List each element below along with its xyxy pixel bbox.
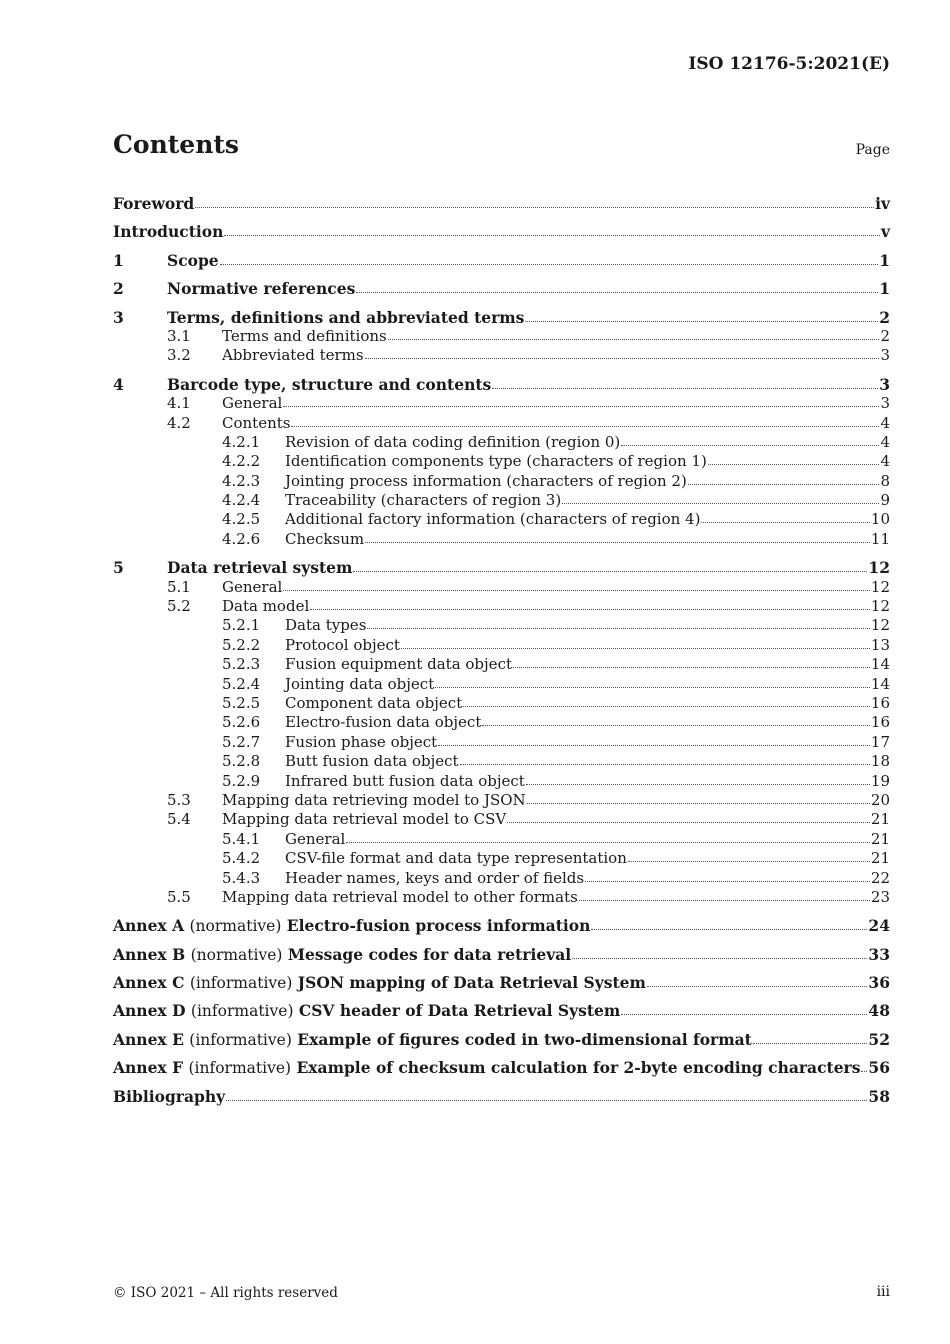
- toc-entry-title: [113, 1058, 860, 1078]
- toc-entry[interactable]: [113, 810, 890, 829]
- toc-entry-page: 1: [879, 279, 890, 299]
- toc-entry-page: 14: [870, 655, 890, 674]
- toc-entry-number: 3.2: [167, 346, 191, 365]
- toc-entry-page: 24: [868, 916, 890, 936]
- toc-entry-title: Identification components type (characters of region 1): [285, 452, 707, 471]
- toc-entry[interactable]: [113, 530, 890, 549]
- annex-title: Message codes for data retrieval: [287, 944, 572, 964]
- toc-entry-page: 22: [870, 868, 890, 887]
- toc-entry[interactable]: [113, 752, 890, 771]
- toc-entry-page: 21: [870, 810, 890, 829]
- toc-entry-number: 4.2.2: [222, 452, 261, 471]
- dot-leader: [621, 444, 879, 446]
- toc-entry[interactable]: [113, 394, 890, 413]
- toc-entry[interactable]: [113, 945, 890, 964]
- toc-entry[interactable]: [113, 222, 890, 241]
- toc-entry-page: 1: [879, 250, 890, 270]
- copyright-notice: © ISO 2021 – All rights reserved: [113, 1285, 338, 1301]
- annex-title: JSON mapping of Data Retrieval System: [297, 973, 646, 993]
- toc-entry-title: Foreword: [113, 194, 195, 213]
- toc-entry[interactable]: [113, 578, 890, 597]
- dot-leader: [701, 521, 869, 523]
- toc-entry-page: 17: [870, 732, 890, 751]
- dot-leader: [585, 880, 870, 882]
- toc-entry-page: 8: [880, 471, 890, 490]
- toc-entry[interactable]: [113, 558, 890, 577]
- toc-entry[interactable]: [113, 869, 890, 888]
- dot-leader: [572, 957, 867, 959]
- toc-entry-number: 3: [113, 307, 124, 327]
- toc-entry-title: General: [285, 829, 346, 848]
- toc-entry-page: v: [880, 222, 890, 242]
- toc-entry-number: 5.4.2: [222, 849, 261, 868]
- annex-qualifier: (normative): [190, 945, 283, 964]
- toc-entry-number: 4.2.6: [222, 529, 261, 548]
- annex-qualifier: (normative): [189, 917, 282, 936]
- toc-entry-number: 5.2: [167, 597, 191, 616]
- toc-entry-number: 5.2.4: [222, 674, 261, 693]
- toc-entry-page: 21: [870, 849, 890, 868]
- toc-entry-title: Butt fusion data object: [285, 752, 459, 771]
- toc-entry-title: Fusion phase object: [285, 732, 438, 751]
- toc-entry-title: Electro-fusion data object: [285, 713, 482, 732]
- toc-entry-page: 9: [880, 491, 890, 510]
- toc-entry-title: Terms, definitions and abbreviated terms: [167, 307, 525, 327]
- toc-entry-page: 33: [868, 944, 890, 964]
- toc-entry-title: Abbreviated terms: [222, 346, 364, 365]
- toc-entry[interactable]: [113, 1030, 890, 1049]
- toc-entry-title: Data types: [285, 616, 367, 635]
- page-number: iii: [876, 1284, 890, 1300]
- toc-entry[interactable]: [113, 251, 890, 270]
- toc-entry-title: Mapping data retrieval model to CSV: [222, 810, 507, 829]
- dot-leader: [621, 1013, 867, 1015]
- toc-entry-title: Protocol object: [285, 635, 400, 654]
- dot-leader: [753, 1042, 868, 1044]
- toc-entry[interactable]: [113, 597, 890, 616]
- toc-entry-title: [113, 916, 590, 936]
- dot-leader: [647, 985, 868, 987]
- toc-entry-title: Component data object: [285, 693, 463, 712]
- dot-leader: [310, 608, 870, 610]
- annex-label: Annex F: [113, 1058, 184, 1078]
- toc-entry[interactable]: [113, 694, 890, 713]
- annex-qualifier: (informative): [188, 1059, 292, 1078]
- dot-leader: [460, 763, 870, 765]
- dot-leader: [562, 502, 879, 504]
- toc-entry-number: 4.1: [167, 394, 191, 413]
- toc-entry-title: Checksum: [285, 529, 365, 548]
- toc-entry[interactable]: [113, 414, 890, 433]
- annex-label: Annex E: [113, 1029, 184, 1049]
- toc-entry-number: 5.4.3: [222, 868, 261, 887]
- toc-entry-title: Jointing process information (characters of region 2): [285, 471, 687, 490]
- toc-entry[interactable]: [113, 973, 890, 992]
- dot-leader: [507, 821, 870, 823]
- toc-entry-number: 4: [113, 374, 124, 394]
- annex-title: Electro-fusion process information: [286, 916, 591, 936]
- annex-title: CSV header of Data Retrieval System: [298, 1001, 621, 1021]
- annex-label: Annex A: [113, 916, 185, 936]
- annex-qualifier: (informative): [190, 1002, 294, 1021]
- toc-entry[interactable]: [113, 1087, 890, 1106]
- toc-entry[interactable]: [113, 308, 890, 327]
- dot-leader: [525, 320, 878, 322]
- annex-label: Annex D: [113, 1001, 186, 1021]
- annex-label: Annex C: [113, 973, 185, 993]
- toc-entry-title: Additional factory information (characters of region 4): [285, 510, 701, 529]
- toc-entry-title: CSV-file format and data type representation: [285, 849, 627, 868]
- toc-entry-page: 12: [870, 597, 890, 616]
- toc-entry-page: 13: [870, 635, 890, 654]
- dot-leader: [526, 783, 870, 785]
- toc-entry[interactable]: [113, 433, 890, 452]
- toc-entry-title: Data model: [222, 597, 310, 616]
- dot-leader: [195, 206, 874, 208]
- toc-entry-page: 58: [868, 1086, 890, 1106]
- toc-entry[interactable]: [113, 1001, 890, 1020]
- toc-entry-page: 56: [868, 1058, 890, 1078]
- dot-leader: [224, 234, 880, 236]
- toc-entry-page: 2: [879, 307, 890, 327]
- dot-leader: [861, 1070, 867, 1072]
- annex-title: Example of checksum calculation for 2-byte encoding characters: [296, 1058, 861, 1078]
- toc-entry-title: Terms and definitions: [222, 326, 387, 345]
- annex-title: Example of figures coded in two-dimensional format: [297, 1029, 752, 1049]
- toc-entry[interactable]: [113, 279, 890, 298]
- dot-leader: [513, 666, 870, 668]
- toc-entry-number: 4.2.4: [222, 491, 261, 510]
- toc-entry[interactable]: [113, 491, 890, 510]
- document-id: ISO 12176-5:2021(E): [688, 54, 890, 74]
- dot-leader: [628, 860, 870, 862]
- toc-entry[interactable]: [113, 452, 890, 471]
- dot-leader: [401, 647, 870, 649]
- toc-entry[interactable]: [113, 636, 890, 655]
- toc-entry[interactable]: [113, 888, 890, 907]
- dot-leader: [356, 291, 878, 293]
- toc-entry-page: 10: [870, 510, 890, 529]
- toc-entry[interactable]: [113, 713, 890, 732]
- dot-leader: [365, 541, 870, 543]
- toc-entry-page: 12: [870, 577, 890, 596]
- toc-entry-number: 4.2.1: [222, 432, 261, 451]
- dot-leader: [283, 589, 870, 591]
- toc-entry-number: 5.2.8: [222, 752, 261, 771]
- toc-entry-number: 5: [113, 558, 124, 578]
- toc-entry-title: Fusion equipment data object: [285, 655, 512, 674]
- toc-entry[interactable]: [113, 375, 890, 394]
- toc-entry-title: Mapping data retrieving model to JSON: [222, 790, 526, 809]
- toc-entry-page: 3: [880, 394, 890, 413]
- toc-entry-title: Traceability (characters of region 3): [285, 491, 562, 510]
- dot-leader: [435, 686, 870, 688]
- toc-entry-number: 5.2.6: [222, 713, 261, 732]
- dot-leader: [291, 425, 879, 427]
- toc-entry-title: Revision of data coding definition (region 0): [285, 432, 621, 451]
- toc-entry-page: 3: [880, 346, 890, 365]
- toc-entry-title: Data retrieval system: [167, 558, 353, 578]
- toc-entry-title: General: [222, 394, 283, 413]
- toc-entry[interactable]: [113, 616, 890, 635]
- toc-entry-title: Barcode type, structure and contents: [167, 374, 492, 394]
- toc-entry-title: Header names, keys and order of fields: [285, 868, 585, 887]
- toc-entry-number: 5.2.9: [222, 771, 261, 790]
- annex-label: Annex B: [113, 944, 186, 964]
- dot-leader: [220, 263, 879, 265]
- toc-entry-number: 5.1: [167, 577, 191, 596]
- toc-entry-number: 5.4: [167, 810, 191, 829]
- toc-entry[interactable]: [113, 655, 890, 674]
- toc-entry-title: Bibliography: [113, 1086, 226, 1106]
- toc-entry-page: iv: [875, 194, 890, 213]
- toc-entry[interactable]: [113, 733, 890, 752]
- toc-entry-page: 14: [870, 674, 890, 693]
- toc-entry-page: 36: [868, 973, 890, 993]
- toc-entry-title: [113, 1030, 752, 1050]
- toc-entry-title: Infrared butt fusion data object: [285, 771, 525, 790]
- toc-entry-page: 4: [880, 452, 890, 471]
- toc-entry[interactable]: [113, 327, 890, 346]
- toc-entry-number: 5.5: [167, 887, 191, 906]
- dot-leader: [482, 724, 870, 726]
- toc-entry-title: [113, 945, 571, 965]
- toc-entry-title: [113, 1001, 620, 1021]
- toc-entry-page: 18: [870, 752, 890, 771]
- toc-entry-number: 4.2.3: [222, 471, 261, 490]
- toc-entry[interactable]: [113, 510, 890, 529]
- toc-entry-page: 48: [868, 1001, 890, 1021]
- dot-leader: [353, 570, 867, 572]
- toc-entry-page: 3: [879, 374, 890, 394]
- toc-entry-title: Introduction: [113, 222, 224, 242]
- dot-leader: [463, 705, 870, 707]
- dot-leader: [591, 928, 867, 930]
- toc-entry-page: 4: [880, 413, 890, 432]
- toc-entry-page: 16: [870, 713, 890, 732]
- toc-entry-page: 19: [870, 771, 890, 790]
- toc-entry-number: 4.2.5: [222, 510, 261, 529]
- toc-entry[interactable]: [113, 346, 890, 365]
- toc-entry-page: 20: [870, 790, 890, 809]
- toc-entry-page: 16: [870, 693, 890, 712]
- dot-leader: [492, 387, 878, 389]
- toc-entry-number: 5.2.7: [222, 732, 261, 751]
- toc-entry-page: 11: [870, 529, 890, 548]
- toc-entry-page: 12: [870, 616, 890, 635]
- toc-entry-title: General: [222, 577, 283, 596]
- dot-leader: [527, 802, 870, 804]
- toc-entry[interactable]: [113, 194, 890, 213]
- toc-entry-title: Normative references: [167, 279, 356, 299]
- annex-qualifier: (informative): [189, 1030, 292, 1049]
- toc-entry[interactable]: [113, 675, 890, 694]
- page-title: Contents: [113, 130, 240, 159]
- toc-entry-title: Mapping data retrieval model to other formats: [222, 887, 578, 906]
- toc-entry-number: 1: [113, 250, 124, 270]
- toc-entry-number: 5.3: [167, 790, 191, 809]
- dot-leader: [365, 357, 880, 359]
- toc-entry-number: 2: [113, 279, 124, 299]
- dot-leader: [346, 841, 870, 843]
- dot-leader: [579, 899, 870, 901]
- toc-entry[interactable]: [113, 1058, 890, 1077]
- toc-entry-number: 5.2.5: [222, 693, 261, 712]
- toc-entry-page: 21: [870, 829, 890, 848]
- dot-leader: [438, 744, 870, 746]
- toc-entry-page: 4: [880, 432, 890, 451]
- dot-leader: [688, 483, 880, 485]
- dot-leader: [708, 463, 880, 465]
- toc-entry-title: Contents: [222, 413, 291, 432]
- toc-entry[interactable]: [113, 772, 890, 791]
- toc-entry-page: 2: [880, 326, 890, 345]
- dot-leader: [388, 338, 880, 340]
- toc-entry-page: 12: [868, 558, 890, 578]
- toc-entry-number: 3.1: [167, 326, 191, 345]
- toc-entry-title: Jointing data object: [285, 674, 435, 693]
- toc-entry[interactable]: [113, 916, 890, 935]
- toc-entry-page: 52: [868, 1029, 890, 1049]
- toc-entry[interactable]: [113, 830, 890, 849]
- toc-entry-title: Scope: [167, 250, 219, 270]
- toc-entry-number: 5.2.3: [222, 655, 261, 674]
- toc-entry-page: 23: [870, 887, 890, 906]
- dot-leader: [367, 627, 870, 629]
- toc-entry-title: [113, 973, 646, 993]
- toc-entry[interactable]: [113, 791, 890, 810]
- annex-qualifier: (informative): [189, 974, 293, 993]
- toc-entry-number: 5.2.2: [222, 635, 261, 654]
- toc-entry[interactable]: [113, 849, 890, 868]
- toc-entry[interactable]: [113, 472, 890, 491]
- toc-entry-number: 5.4.1: [222, 829, 261, 848]
- toc-entry-number: 4.2: [167, 413, 191, 432]
- page-column-label: Page: [855, 142, 890, 158]
- toc-entry-number: 5.2.1: [222, 616, 261, 635]
- dot-leader: [283, 405, 879, 407]
- dot-leader: [226, 1099, 867, 1101]
- table-of-contents: [113, 185, 890, 1106]
